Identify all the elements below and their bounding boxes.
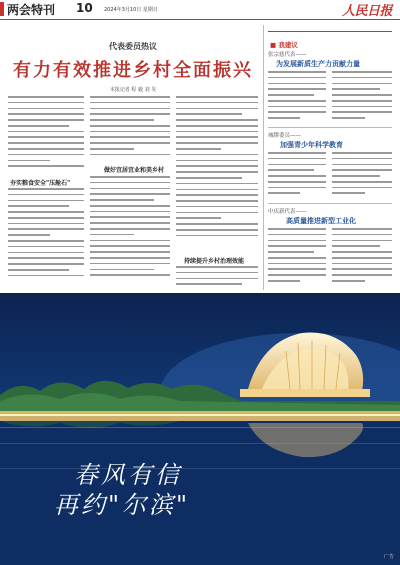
column-divider — [263, 25, 264, 290]
sidebar-body-2b — [332, 152, 392, 198]
article-column-3a — [176, 96, 258, 254]
sidebar-separator-2 — [268, 203, 392, 204]
sidebar-headline-3: 高质量推进新型工业化 — [286, 216, 356, 225]
article-column-2a — [90, 96, 170, 162]
article-column-2b — [90, 176, 170, 288]
article-byline: 本报记者 程 毅 刘 昊 — [109, 87, 157, 93]
sidebar-separator-1 — [268, 127, 392, 128]
article-subhead-1: 夯实粮食安全"压舱石" — [10, 180, 71, 187]
sidebar-body-2a — [268, 152, 326, 198]
newspaper-logo: 人民日报 — [341, 4, 392, 19]
article-headline: 有力有效推进乡村全面振兴 — [13, 60, 253, 81]
ad-label: 广告 — [383, 554, 394, 560]
sidebar-body-3b — [332, 228, 392, 288]
page-number: 10 — [76, 1, 93, 15]
article-kicker: 代表委员热议 — [109, 41, 157, 51]
article-subhead-2: 做好宜居宜业和美乡村 — [104, 167, 165, 174]
sidebar-headline-2: 加强青少年科学教育 — [280, 140, 343, 149]
sidebar-title — [268, 31, 392, 49]
harbin-advertisement — [0, 293, 400, 565]
article-column-1b — [8, 188, 84, 288]
sidebar-headline-1: 为发展新质生产力贡献力量 — [276, 59, 360, 68]
ad-night-scene — [0, 293, 400, 565]
article-column-3b — [176, 266, 258, 288]
sidebar-body-3a — [268, 228, 326, 288]
article-subhead-3: 持续提升乡村治理效能 — [184, 258, 245, 265]
sidebar-author-1: 张宗慈代表—— — [268, 52, 307, 58]
sidebar-author-3: 中庆新代表—— — [268, 209, 307, 215]
section-marker — [0, 2, 4, 16]
article-column-1a — [8, 96, 84, 174]
sidebar-body-1b — [332, 71, 392, 123]
sidebar-title-text: ■ 我建议 — [270, 41, 298, 49]
sidebar-author-2: 城缪委员—— — [268, 133, 302, 139]
ad-slogan-line-1: 春风有信 — [74, 461, 182, 489]
sidebar-body-1a — [268, 71, 326, 123]
page-header — [0, 0, 400, 20]
section-title: 两会特刊 — [7, 3, 56, 17]
ad-slogan-line-2: 再约"尔滨" — [54, 491, 191, 519]
issue-date: 2024年3月10日 星期日 — [104, 7, 158, 13]
